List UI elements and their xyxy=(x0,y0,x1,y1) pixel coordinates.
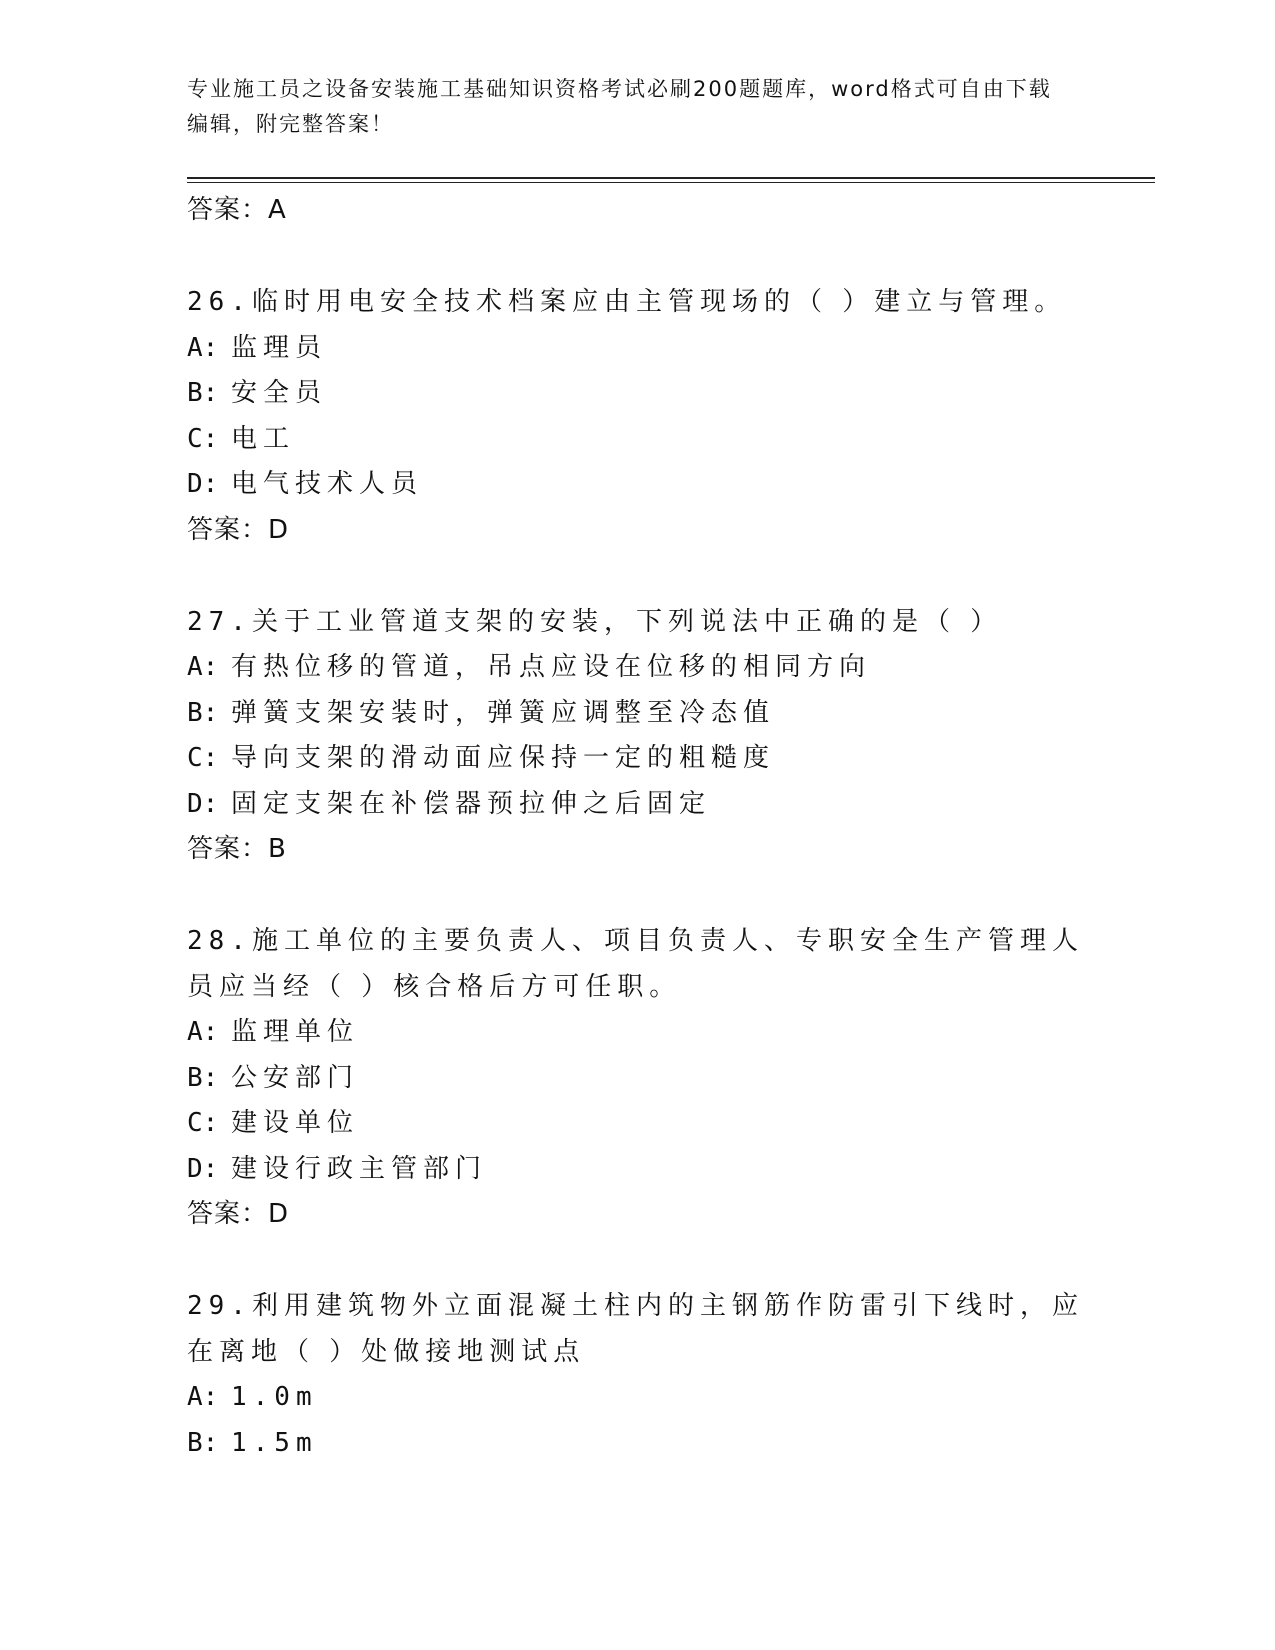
option-text: 安全员 xyxy=(231,378,328,408)
option-a xyxy=(187,1375,1087,1421)
option-text: 固定支架在补偿器预拉伸之后固定 xyxy=(231,788,712,819)
answer-line: 答案：B xyxy=(187,834,287,864)
option-label: A: xyxy=(187,1382,219,1412)
option-a xyxy=(187,645,1087,691)
question-number: 28. xyxy=(187,926,252,956)
question-number: 29. xyxy=(187,1291,252,1321)
header-rule xyxy=(187,177,1155,179)
answer-line: 答案：A xyxy=(187,195,287,225)
option-text: 电工 xyxy=(231,423,296,454)
option-label: D: xyxy=(187,1153,219,1184)
question-stem: 关于工业管道支架的安装，下列说法中正确的是（ ） xyxy=(251,606,1003,637)
option-label: B: xyxy=(187,1062,219,1093)
option-d xyxy=(187,782,1087,828)
option-label: C: xyxy=(187,423,219,454)
option-b xyxy=(187,1056,1087,1102)
option-label: A: xyxy=(187,1017,219,1047)
option-text: 弹簧支架安装时，弹簧应调整至冷态值 xyxy=(231,697,776,728)
question-number: 26. xyxy=(187,287,252,317)
question-block xyxy=(187,919,1087,1237)
document-header: 专业施工员之设备安装施工基础知识资格考试必刷200题题库，word格式可自由下载编辑，附完整答案！ xyxy=(187,77,1052,136)
option-text: 导向支架的滑动面应保持一定的粗糙度 xyxy=(231,743,776,773)
question-block xyxy=(187,600,1087,873)
option-label: C: xyxy=(187,743,219,773)
option-label: B: xyxy=(187,697,219,728)
question-text xyxy=(187,919,1087,1010)
question-number: 27. xyxy=(187,606,252,637)
option-c xyxy=(187,736,1087,782)
option-a xyxy=(187,1010,1087,1056)
option-b xyxy=(187,691,1087,737)
option-text: 公安部门 xyxy=(231,1062,360,1093)
question-text xyxy=(187,280,1087,326)
option-label: C: xyxy=(187,1108,219,1138)
option-d xyxy=(187,462,1087,508)
option-c xyxy=(187,417,1087,463)
question-stem: 临时用电安全技术档案应由主管现场的（ ）建立与管理。 xyxy=(251,287,1067,317)
option-text: 1.0m xyxy=(231,1382,318,1412)
question-block xyxy=(187,1284,1087,1466)
option-a xyxy=(187,326,1087,372)
question-text xyxy=(187,1284,1087,1375)
question-block xyxy=(187,280,1087,553)
option-label: D: xyxy=(187,469,219,499)
option-label: B: xyxy=(187,1427,219,1458)
option-c xyxy=(187,1101,1087,1147)
header-rule-thin xyxy=(187,182,1155,183)
option-b xyxy=(187,371,1087,417)
option-label: D: xyxy=(187,788,219,819)
option-text: 电气技术人员 xyxy=(231,469,424,499)
option-label: B: xyxy=(187,378,219,408)
answer-line: 答案：D xyxy=(187,1199,290,1229)
option-text: 1.5m xyxy=(231,1427,318,1458)
option-b xyxy=(187,1421,1087,1467)
option-d xyxy=(187,1147,1087,1193)
option-text: 建设单位 xyxy=(231,1108,360,1138)
option-text: 有热位移的管道，吊点应设在位移的相同方向 xyxy=(231,652,872,682)
question-list xyxy=(187,188,1087,1466)
option-text: 监理单位 xyxy=(231,1017,360,1047)
option-label: A: xyxy=(187,332,219,363)
question-stem: 施工单位的主要负责人、项目负责人、专职安全生产管理人员应当经（ ）核合格后方可任职。 xyxy=(187,926,1084,1002)
option-text: 建设行政主管部门 xyxy=(231,1153,488,1184)
option-label: A: xyxy=(187,652,219,682)
answer-line: 答案：D xyxy=(187,514,290,545)
question-stem: 利用建筑物外立面混凝土柱内的主钢筋作防雷引下线时，应在离地（ ）处做接地测试点 xyxy=(187,1291,1084,1367)
option-text: 监理员 xyxy=(231,332,328,363)
question-text xyxy=(187,600,1087,646)
